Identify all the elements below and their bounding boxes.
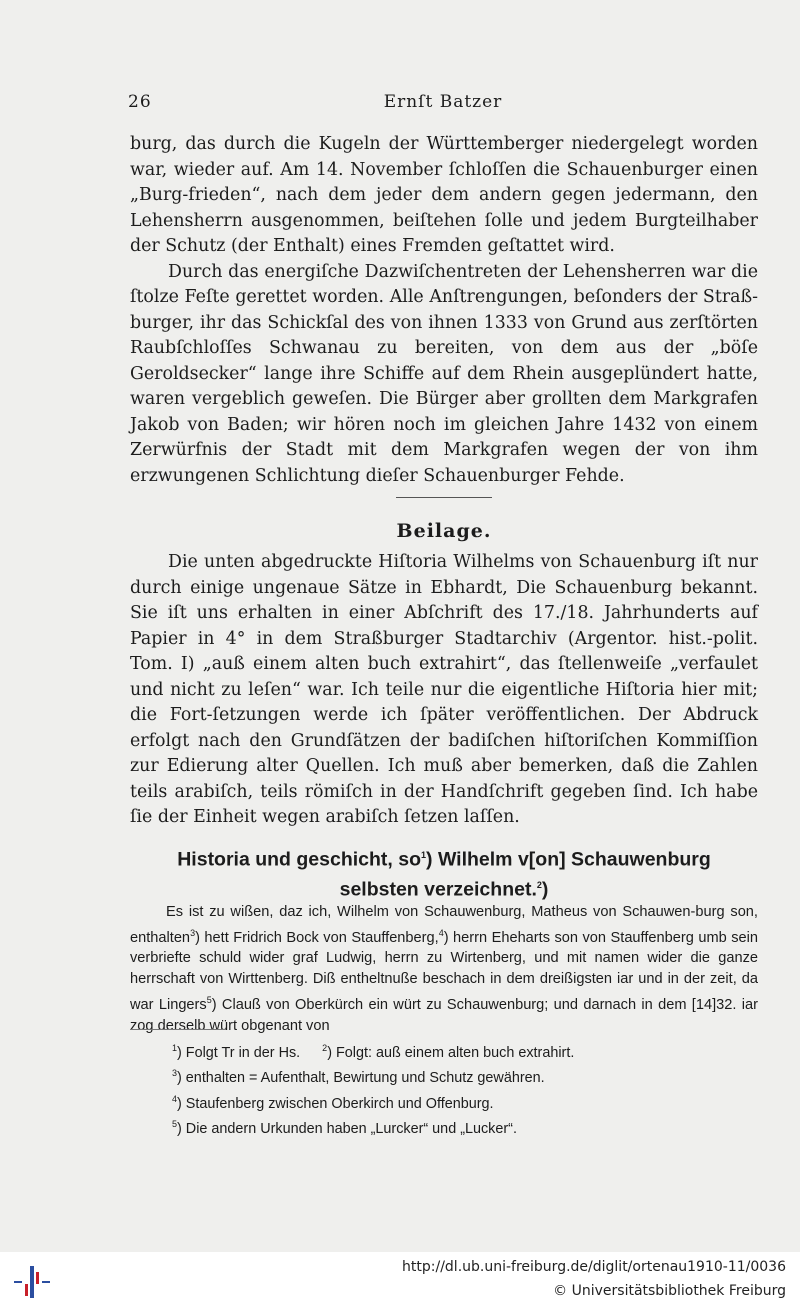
footnote-row [172, 1063, 732, 1088]
footnote-number: 5 [172, 1118, 178, 1129]
footnote-text: ) enthalten = Aufenthalt, Bewirtung und Schutz gewähren. [177, 1070, 545, 1087]
footnote-number: 3 [172, 1068, 178, 1079]
footnote-text: ) Staufenberg zwischen Oberkirch und Offenburg. [177, 1095, 494, 1112]
beilage-text [130, 550, 758, 831]
main-text [130, 132, 758, 489]
footnote-text: ) Folgt Tr in der Hs. [177, 1044, 301, 1061]
footnote-ref: 1 [421, 850, 427, 860]
ub-freiburg-logo-icon [12, 1262, 52, 1302]
paragraph-1: burg, das durch die Kugeln der Württemberger niedergelegt worden war, wieder auf. Am 14. November ſchloſſen die Schauenburger einen „Burg-frieden“, nach dem jeder dem andern gegen jedermann, den Lehensherrn ausgenommen, beiſtehen ſolle und jedem Burgteilhaber der Schutz (der Enthalt) eines Fremden geſtattet wird. [130, 134, 758, 256]
historia-title-part: Historia und geschicht, so [177, 848, 422, 871]
historia-paragraph: Es ist zu wißen, daz ich, Wilhelm von Schauwenburg, Matheus von Schauwen-burg son, enthalten$^3$) hett Fridrich Bock von Stauffenberg,$^4$) herrn Eheharts son von Stauffenberg umb sein verbriefte schuld wider graf Ludwig, herrn zu Wirtenberg, und mit namen wider die ganze herrschaft von Wirttenberg. Diß entheltnuße beschach in dem dreißigsten iar und in der zeit, da war Lingers$^5$) Clauß von Oberkürch ein würt zu Schauwenburg; und darnach in dem [14]32. iar zog derselb würt obgenant von [130, 904, 758, 1034]
footnote-row [172, 1038, 732, 1063]
paragraph-2: Durch das energiſche Dazwiſchentreten der Lehensherren war die ſtolze Feſte gerettet worden. Alle Anſtrengungen, beſonders der Straß-burger, ihr das Schickſal des von ihnen 1333 von Grund aus zerſtörten Raubſchloſſes Schwanau zu bereiten, von dem aus der „böſe Geroldsecker“ lange ihre Schiffe auf dem Rhein ausgeplündert hatte, waren vergeblich geweſen. Die Bürger aber grollten dem Markgrafen Jakob von Baden; wir hören noch im gleichen Jahre 1432 von einem Zerwürfnis der Stadt mit dem Markgrafen wegen der von ihm erzwungenen Schlichtung dieſer Schauenburger Fehde. [130, 261, 758, 486]
beilage-heading: Beilage. [396, 520, 492, 542]
footnote-number: 4 [172, 1093, 178, 1104]
footnote-row [172, 1089, 732, 1114]
historia-title-part: ) Wilhelm v[on] Schauwenburg [426, 848, 711, 871]
footnote-ref: 5 [206, 995, 212, 1006]
footnote-ref: 3 [190, 927, 196, 938]
footnote-row [172, 1114, 732, 1139]
footnotes [172, 1038, 732, 1139]
footnote-text: ) Folgt: auß einem alten buch extrahirt. [327, 1044, 575, 1061]
page-header [128, 92, 758, 116]
footnote-ref: 2 [536, 879, 542, 890]
historia-text [130, 902, 758, 1037]
running-head: Ernſt Batzer [383, 92, 503, 112]
beilage-paragraph: Die unten abgedruckte Hiſtoria Wilhelms von Schauenburg iſt nur durch einige ungenaue Sätze in Ebhardt, Die Schauenburg bekannt. Sie iſt uns erhalten in einer Abſchrift des 17./18. Jahrhunderts auf Papier in 4° in dem Straßburger Stadtarchiv (Argentor. hist.-polit. Tom. I) „auß einem alten buch extrahirt“, das ſtellenweiſe „verfaulet und nicht zu leſen“ war. Ich teile nur die eigentliche Hiſtoria hier mit; die Fort-ſetzungen werde ich ſpäter veröffentlichen. Der Abdruck erfolgt nach den Grundſätzen der badiſchen hiſtoriſchen Kommiſſion zur Edierung alter Quellen. Ich muß aber bemerken, daß die Zahlen teils arabiſch, teils römiſch in der Handſchrift gegeben ſind. Ich habe ſie der Einheit wegen arabiſch ſetzen laſſen. [130, 552, 758, 827]
copyright-notice: © Universitätsbibliothek Freiburg [553, 1283, 786, 1299]
footnote-divider [130, 1029, 226, 1030]
permalink-link[interactable]: http://dl.ub.uni-freiburg.de/diglit/ortenau1910-11/0036 [402, 1259, 786, 1275]
viewer-footer [0, 1252, 800, 1309]
section-divider [396, 497, 492, 498]
page-number: 26 [128, 92, 152, 112]
historia-title-part: ) [541, 878, 549, 900]
footnote-number: 1 [172, 1043, 178, 1053]
footnote-number: 2 [322, 1043, 328, 1053]
historia-title-part: selbsten verzeichnet. [339, 878, 537, 900]
historia-heading [130, 843, 758, 902]
footnote-text: ) Die andern Urkunden haben „Lurcker“ und „Lucker“. [177, 1120, 517, 1137]
footnote-ref: 4 [438, 927, 444, 938]
